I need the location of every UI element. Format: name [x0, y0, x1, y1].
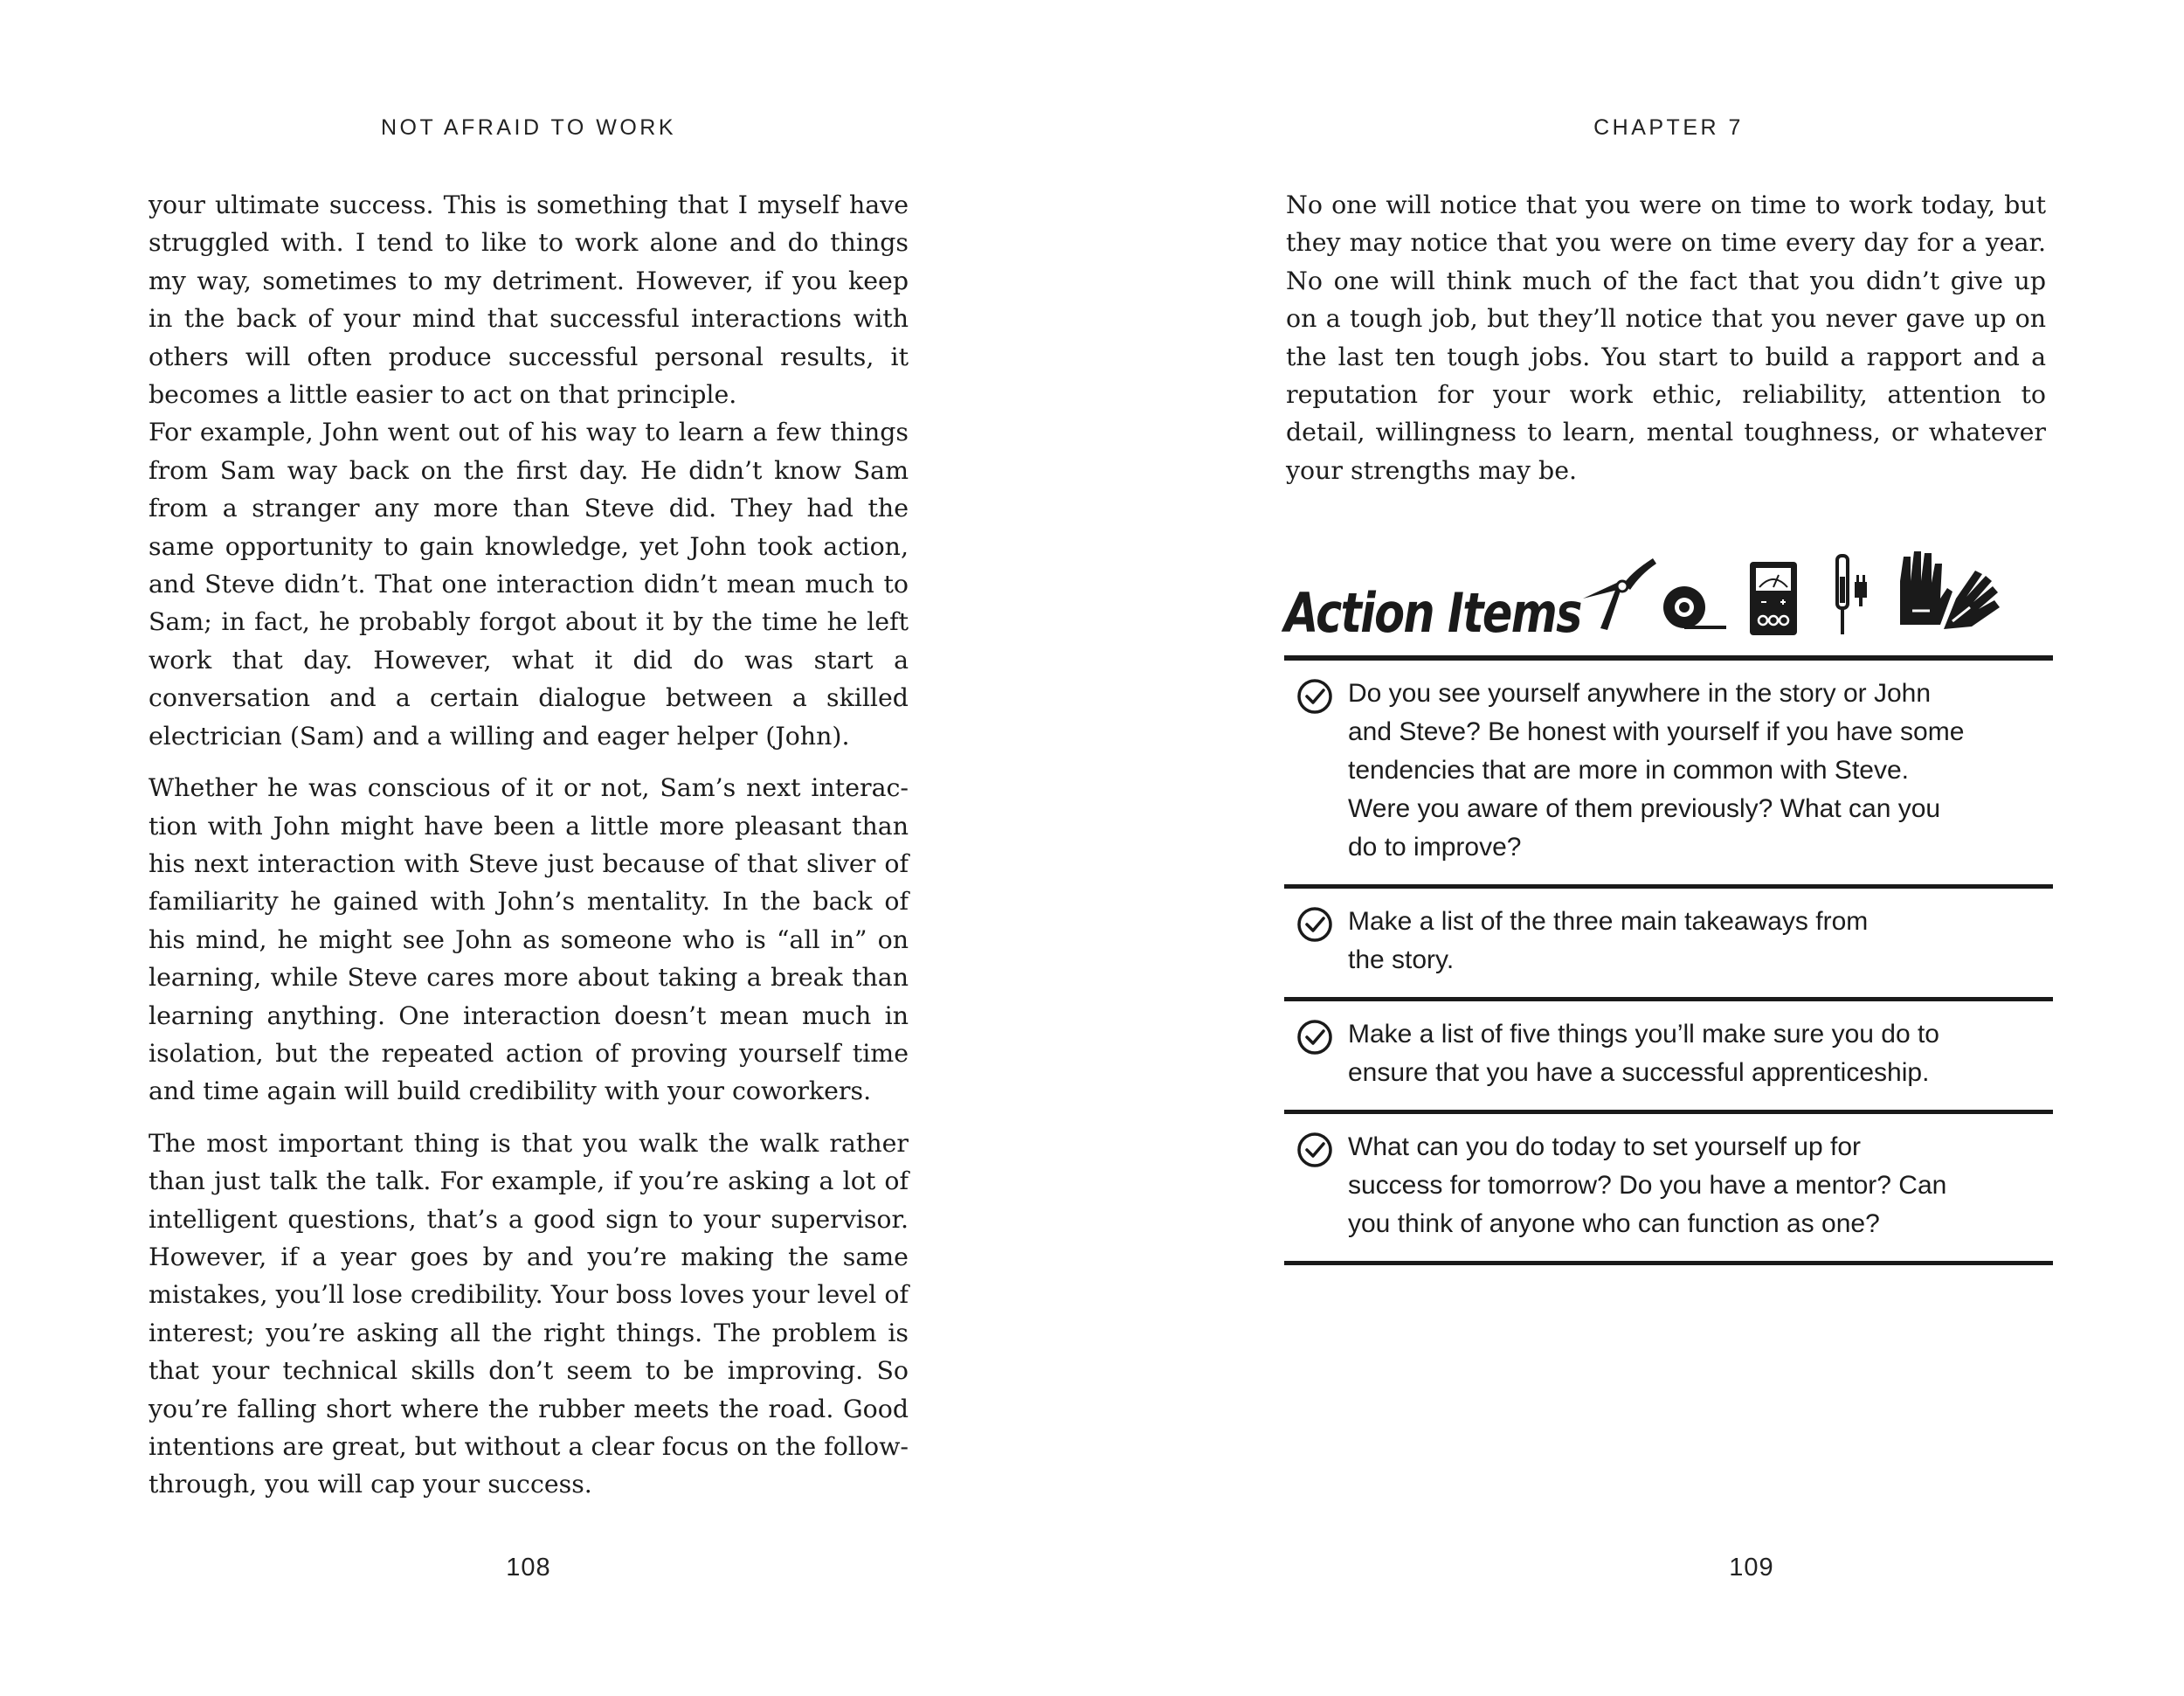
running-head-chapter: CHAPTER 7: [1593, 115, 1744, 140]
checkmark-circle-icon: [1296, 678, 1333, 715]
action-item-text-line: and Steve? Be honest with yourself if you have some: [1348, 717, 1965, 746]
page-number: 108: [506, 1554, 551, 1582]
action-item-text-line: Make a list of the three main takeaways from: [1348, 907, 1869, 936]
action-item-text-line: the story.: [1348, 945, 1455, 974]
paragraph: your ultimate success. This is something that I myself have struggled with. I tend to like to work alone and do things my way, sometimes to my detriment. However, if you keep in the back of your mind that successful interactions with others will often produce successful personal results, it becomes a little easier to act on that principle.: [149, 190, 909, 410]
action-item-text-line: do to improve?: [1348, 833, 1522, 862]
action-items-list: [1284, 655, 2053, 1265]
checkmark-circle-icon: [1296, 1132, 1333, 1168]
right-page: [1092, 0, 2184, 1696]
paragraph: The most important thing is that you walk the walk rather than just talk the talk. For example, if you’re asking a lot of intelligent questions, that’s a good sign to your supervisor. However, if a year goes by and you’re making the same mistakes, you’ll lose credibility. Your boss loves your level of interest; you’re asking all the right things. The problem is that your technical skills don’t seem to be improving. So you’re falling short where the rubber meets the road. Good intentions are great, but without a clear focus on the follow-through, you will cap your success.: [149, 1128, 909, 1499]
action-item-text-line: Make a list of five things you’ll make sure you do to: [1348, 1020, 1939, 1049]
action-item-text-line: Do you see yourself anywhere in the story or John: [1348, 679, 1932, 708]
action-item-text-line: you think of anyone who can function as one?: [1348, 1209, 1880, 1238]
running-head-book-title: NOT AFRAID TO WORK: [380, 115, 677, 140]
checkmark-circle-icon: [1296, 906, 1333, 943]
action-item: [1284, 889, 2053, 1001]
action-item-text-line: ensure that you have a successful apprenticeship.: [1348, 1058, 1930, 1087]
checkmark-circle-icon: [1296, 1019, 1333, 1056]
work-gloves-icon: [1891, 546, 2005, 633]
voltage-tester-icon: [1830, 550, 1870, 638]
action-item-text-line: Were you aware of them previously? What can you: [1348, 794, 1941, 823]
action-item: [1284, 1114, 2053, 1265]
action-item-text-line: tendencies that are more in common with Steve.: [1348, 756, 1909, 785]
paragraph: For example, John went out of his way to learn a few things from Sam way back on the first day. He didn’t know Sam from a stranger any more than Steve did. They had the same opportunity to gain knowledge, yet John took action, and Steve didn’t. That one interaction didn’t mean much to Sam; in fact, he probably forgot about it by the time he left work that day. However, what it did do was start a conversation and a certain dialogue between a skilled electrician (Sam) and a willing and eager helper (John).: [149, 418, 909, 751]
action-item-text-line: success for tomorrow? Do you have a mentor? Can: [1348, 1171, 1947, 1200]
paragraph: No one will notice that you were on time to work today, but they may notice that you were on time every day for a year. No one will think much of the fact that you didn’t give up on a tough job, but they’ll notice that you never gave up on the last ten tough jobs. You start to build a rapport and a reputation for your work ethic, reliability, attention to detail, willingness to learn, mental toughness, or whatever your strengths may be.: [1286, 190, 2046, 485]
multimeter-icon: [1747, 559, 1800, 638]
right-page-body: [1286, 186, 2046, 489]
action-items-header: [1284, 537, 2053, 655]
paragraph: Whether he was conscious of it or not, Sam’s next interaction with John might have been a little more pleasant than his next interaction with Steve just because of that sliver of familiarity he gained with John’s mentality. In the back of his mind, he might see John as someone who is “all in” on learning, while Steve cares more about taking a break than learning anything. One interaction doesn’t mean much in isolation, but the repeated action of proving yourself time and time again will build credibility with your coworkers.: [149, 773, 909, 1106]
tape-roll-icon: [1660, 581, 1730, 633]
left-page-body: [149, 186, 909, 1504]
action-items-section: [1284, 537, 2053, 1265]
pliers-icon: [1572, 555, 1660, 633]
action-item: [1284, 661, 2053, 889]
action-item-text-line: What can you do today to set yourself up for: [1348, 1132, 1861, 1161]
page-number: 109: [1729, 1554, 1774, 1582]
action-items-title: Action Items: [1284, 581, 1581, 645]
action-item: [1284, 1001, 2053, 1114]
tool-icons-row: [1572, 546, 2062, 651]
